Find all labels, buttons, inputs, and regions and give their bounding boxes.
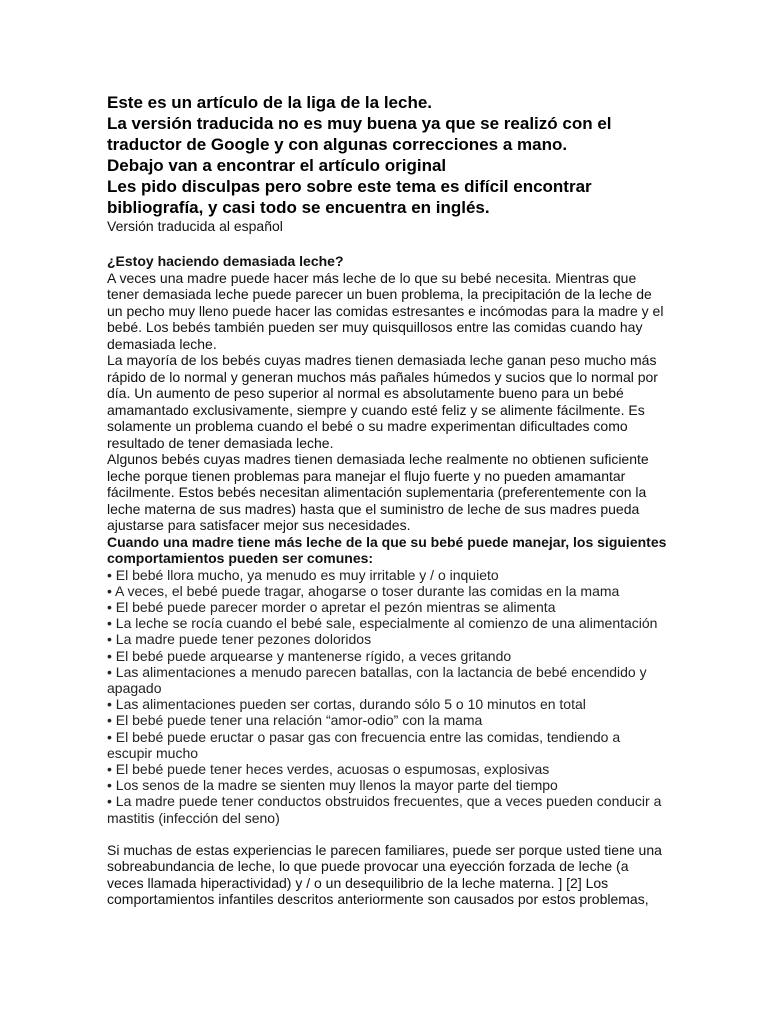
list-item: • La madre puede tener conductos obstruidos frecuentes, que a veces pueden conducir a mastitis (infección del seno) <box>107 793 662 826</box>
article-body <box>107 253 667 567</box>
list-item: • El bebé puede arquearse y mantenerse rígido, a veces gritando <box>107 647 512 664</box>
intro-line: Debajo van a encontrar el artículo original <box>107 156 447 175</box>
intro-line: Este es un artículo de la liga de la leche. <box>107 93 433 112</box>
behaviors-list <box>107 567 667 826</box>
list-item: • A veces, el bebé puede tragar, ahogarse o toser durante las comidas en la mama <box>107 582 620 599</box>
list-item: • La leche se rocía cuando el bebé sale, especialmente al comienzo de una alimentación <box>107 615 658 632</box>
intro-line: La versión traducida no es muy buena ya que se realizó con el traductor de Google y con algunas correcciones a mano. <box>107 114 612 154</box>
intro-notice <box>107 92 667 218</box>
behaviors-heading: Cuando una madre tiene más leche de la que su bebé puede manejar, los siguientes comportamientos pueden ser comunes: <box>107 533 667 566</box>
list-item: • Los senos de la madre se sienten muy llenos la mayor parte del tiempo <box>107 777 558 794</box>
paragraph: La mayoría de los bebés cuyas madres tienen demasiada leche ganan peso mucho más rápido de lo normal y generan muchos más pañales húmedos y sucios que lo normal por día. Un aumento de peso superior al normal es absolutamente bueno para un bebé amamantado exclusivamente, siempre y cuando esté feliz y se alimente fácilmente. Es solamente un problema cuando el bebé o su madre experimentan dificultades como resultado de tener demasiada leche. <box>107 352 658 451</box>
list-item: • El bebé puede eructar o pasar gas con frecuencia entre las comidas, tendiendo a escupir mucho <box>107 728 621 761</box>
list-item: • El bebé llora mucho, ya menudo es muy irritable y / o inquieto <box>107 566 499 583</box>
paragraph: A veces una madre puede hacer más leche de lo que su bebé necesita. Mientras que tener demasiada leche puede parecer un buen problema, la precipitación de la leche de un pecho muy lleno puede hacer las comidas estresantes e incómodas para la madre y el bebé. Los bebés también pueden ser muy quisquillosos entre las comidas cuando hay demasiada leche. <box>107 269 664 352</box>
list-item: • Las alimentaciones a menudo parecen batallas, con la lactancia de bebé encendido y apagado <box>107 663 647 696</box>
list-item: • El bebé puede parecer morder o apretar el pezón mientras se alimenta <box>107 598 556 615</box>
list-item: • Las alimentaciones pueden ser cortas, durando sólo 5 o 10 minutos en total <box>107 696 586 713</box>
paragraph: Algunos bebés cuyas madres tienen demasiada leche realmente no obtienen suficiente leche porque tienen problemas para manejar el flujo fuerte y no pueden amamantar fácilmente. Estos bebés necesitan alimentación suplementaria (preferentemente con la leche materna de sus madres) hasta que el suministro de leche de sus madres pueda ajustarse para satisfacer mejor sus necesidades. <box>107 451 649 533</box>
intro-line: Les pido disculpas pero sobre este tema es difícil encontrar bibliografía, y casi todo se encuentra en inglés. <box>107 177 592 217</box>
list-item: • El bebé puede tener heces verdes, acuosas o espumosas, explosivas <box>107 760 550 777</box>
document-content <box>107 92 667 922</box>
closing-paragraph: Si muchas de estas experiencias le parecen familiares, puede ser porque usted tiene una sobreabundancia de leche, lo que puede provocar una eyección forzada de leche (a veces llamada hiperactividad) y / o un desequilibrio de la leche materna. ] [2] Los comportamientos infantiles descritos anteriormente son causados por estos problemas, <box>107 841 662 908</box>
list-item: • El bebé puede tener una relación “amor-odio” con la mama <box>107 712 483 729</box>
list-item: • La madre puede tener pezones doloridos <box>107 631 372 648</box>
question-heading: ¿Estoy haciendo demasiada leche? <box>107 253 344 269</box>
translation-subtitle: Versión traducida al español <box>107 218 283 234</box>
